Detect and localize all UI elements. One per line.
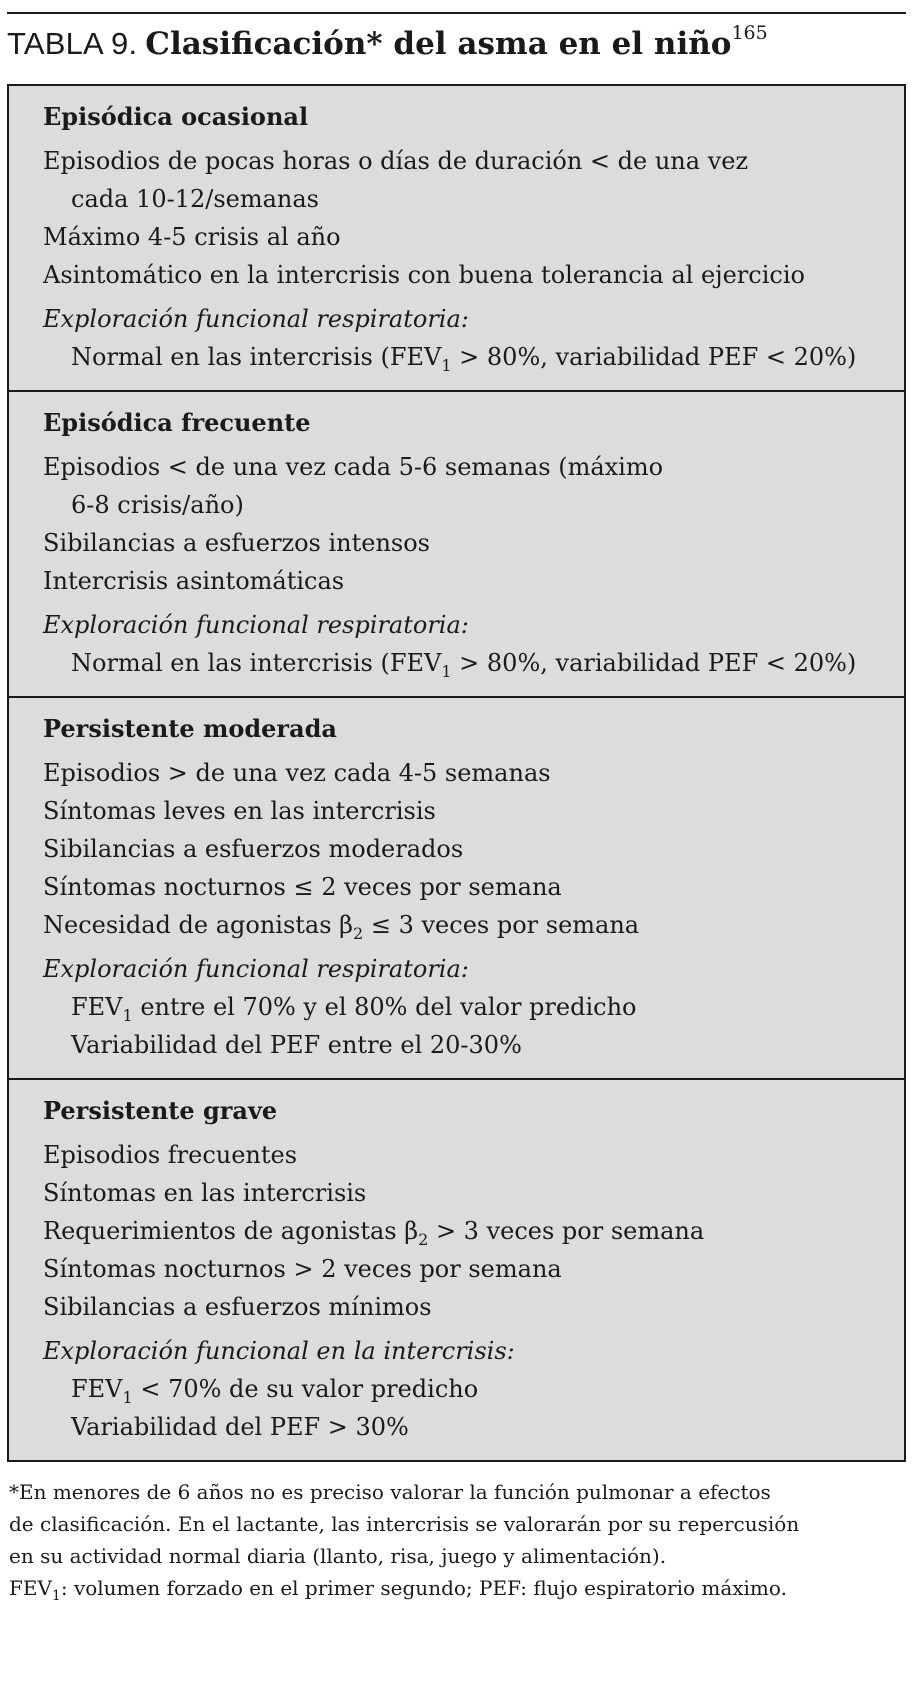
criterion-line: Intercrisis asintomáticas — [43, 567, 345, 595]
criterion-line: Sibilancias a esfuerzos mínimos — [43, 1293, 432, 1321]
criterion-line-continued: cada 10-12/semanas — [71, 185, 319, 213]
section-heading: Persistente moderada — [43, 714, 337, 743]
exploration-line: Variabilidad del PEF entre el 20-30% — [71, 1031, 522, 1059]
criterion-line: Episodios > de una vez cada 4-5 semanas — [43, 759, 551, 787]
criterion-line: Episodios < de una vez cada 5-6 semanas (máximo — [43, 453, 664, 481]
criterion-line-continued: 6-8 crisis/año) — [71, 491, 244, 519]
criterion-line: Síntomas en las intercrisis — [43, 1179, 367, 1207]
reference-number: 165 — [731, 22, 768, 44]
section-heading: Episódica ocasional — [43, 102, 309, 131]
footnote — [7, 1476, 906, 1604]
criterion-line: Sibilancias a esfuerzos moderados — [43, 835, 464, 863]
criterion-line: Requerimientos de agonistas $\beta_2 > 3$ veces por semana — [43, 1217, 705, 1249]
exploration-line: $FEV_1$ entre el 70% y el 80% del valor predicho — [71, 993, 637, 1025]
footnote-line: de clasificación. En el lactante, las intercrisis se valorarán por su repercusión — [9, 1512, 800, 1536]
top-rule — [7, 12, 906, 14]
section-persistente-grave — [9, 1078, 904, 1460]
footnote-line: en su actividad normal diaria (llanto, risa, juego y alimentación). — [9, 1544, 667, 1568]
criterion-line: Síntomas leves en las intercrisis — [43, 797, 436, 825]
exploration-line: Normal en las intercrisis ($FEV_1 > 80\%$, variabilidad PEF < 20%) — [71, 649, 857, 681]
criterion-line: Necesidad de agonistas $\beta_2 \le 3$ veces por semana — [43, 911, 640, 943]
criterion-line: Episodios frecuentes — [43, 1141, 298, 1169]
section-heading: Episódica frecuente — [43, 408, 311, 437]
table-title-text: Clasificación* del asma en el niño — [145, 26, 732, 62]
criterion-line: Asintomático en la intercrisis con buena tolerancia al ejercicio — [43, 261, 805, 289]
exploration-label: Exploración funcional respiratoria: — [43, 955, 469, 983]
footnote-line: *En menores de 6 años no es preciso valorar la función pulmonar a efectos — [9, 1480, 771, 1504]
table-title — [7, 22, 906, 66]
criterion-line: Síntomas nocturnos ≤ 2 veces por semana — [43, 873, 562, 901]
exploration-label: Exploración funcional en la intercrisis: — [43, 1337, 515, 1365]
classification-table — [7, 84, 906, 1462]
section-persistente-moderada — [9, 696, 904, 1078]
footnote-abbreviations: $FEV_1$: volumen forzado en el primer segundo; PEF: flujo espiratorio máximo. — [9, 1576, 787, 1604]
document-page — [7, 12, 906, 1604]
criterion-line: Sibilancias a esfuerzos intensos — [43, 529, 430, 557]
exploration-label: Exploración funcional respiratoria: — [43, 611, 469, 639]
section-episodica-ocasional — [9, 86, 904, 390]
section-episodica-frecuente — [9, 390, 904, 696]
criterion-line: Episodios de pocas horas o días de duración < de una vez — [43, 147, 749, 175]
table-number: TABLA 9. — [7, 26, 138, 61]
exploration-label: Exploración funcional respiratoria: — [43, 305, 469, 333]
exploration-line: $FEV_1 < 70\%$ de su valor predicho — [71, 1375, 479, 1407]
criterion-line: Síntomas nocturnos > 2 veces por semana — [43, 1255, 562, 1283]
exploration-line: Normal en las intercrisis ($FEV_1 > 80\%$, variabilidad PEF < 20%) — [71, 343, 857, 375]
exploration-line: Variabilidad del PEF > 30% — [71, 1413, 409, 1441]
criterion-line: Máximo 4-5 crisis al año — [43, 223, 341, 251]
section-heading: Persistente grave — [43, 1096, 278, 1125]
